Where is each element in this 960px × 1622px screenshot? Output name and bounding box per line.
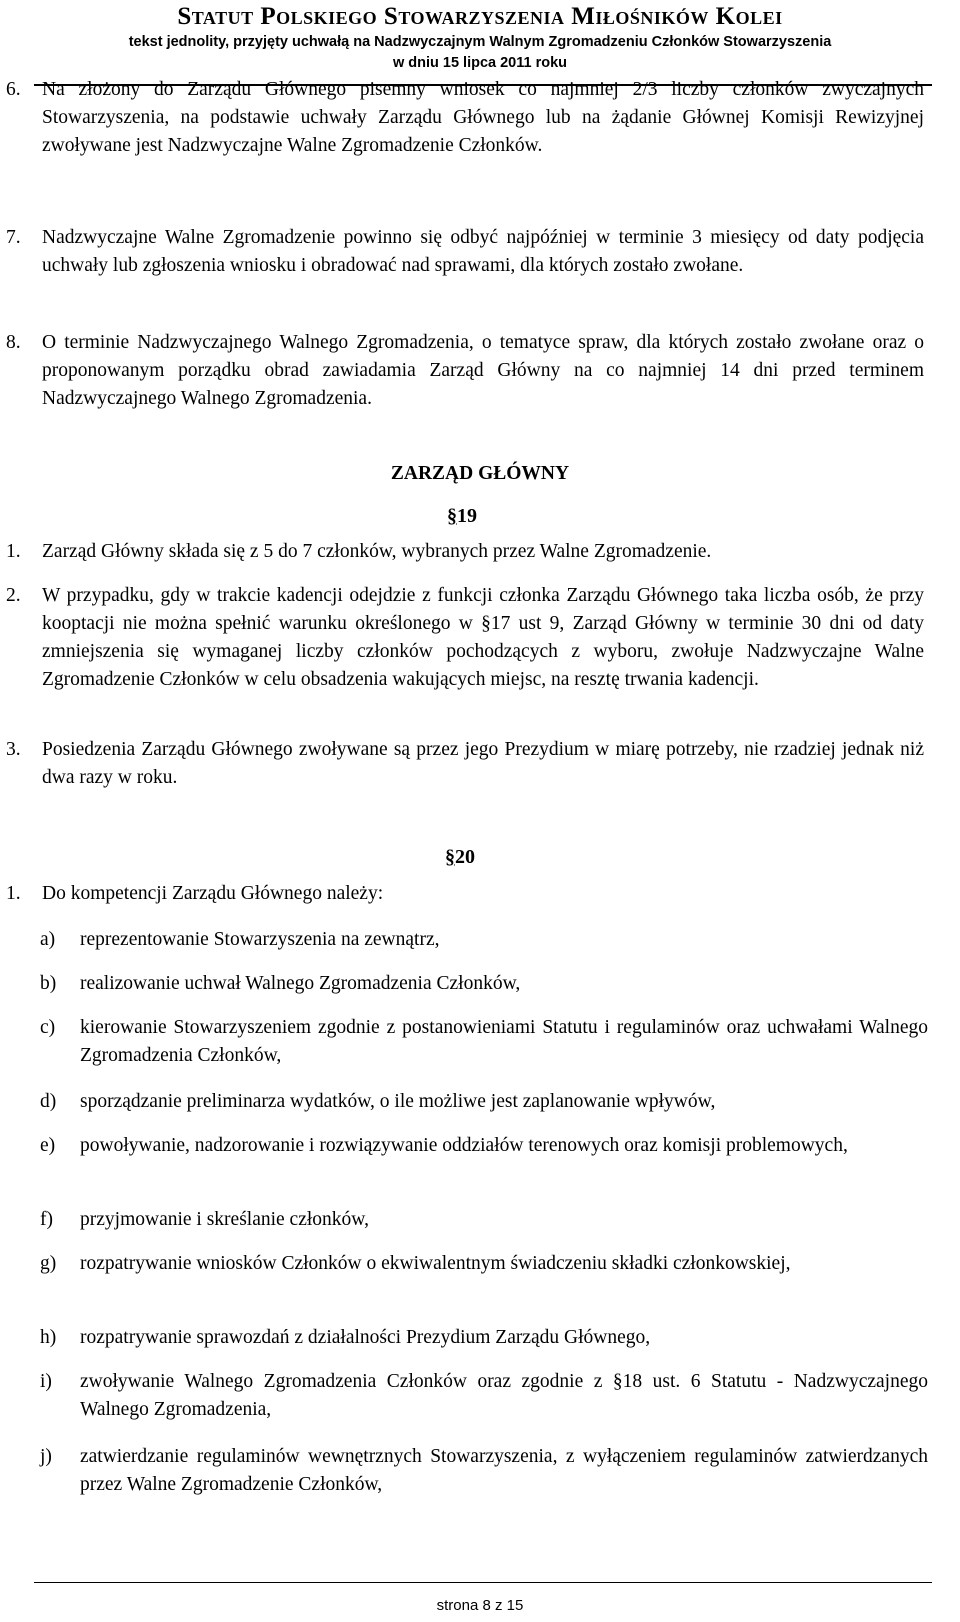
subitem-text: przyjmowanie i skreślanie członków, [80, 1209, 369, 1230]
subitem-letter: d) [40, 1091, 57, 1112]
item-number: 2. [6, 585, 21, 606]
item-number: 1. [6, 883, 21, 904]
subitem-text: rozpatrywanie wniosków Członków o ekwiwalentnym świadczeniu składki członkowskiej, [80, 1253, 791, 1274]
subitem-letter: h) [40, 1327, 57, 1348]
s20-subitem-c [40, 1014, 928, 1070]
document-subtitle-line1: tekst jednolity, przyjęty uchwałą na Nadzwyczajnym Walnym Zgromadzeniu Członków Stowarzyszenia [128, 34, 832, 50]
paragraph-8 [6, 329, 924, 413]
subitem-text: powoływanie, nadzorowanie i rozwiązywanie oddziałów terenowych oraz komisji problemowych, [80, 1135, 848, 1156]
footer-divider [34, 1582, 932, 1583]
page-number: strona 8 z 15 [436, 1597, 524, 1614]
subitem-letter: f) [40, 1209, 53, 1230]
paragraph-6 [6, 76, 924, 160]
subitem-letter: j) [40, 1446, 52, 1467]
subitem-text: zatwierdzanie regulaminów wewnętrznych Stowarzyszenia, z wyłączeniem regulaminów zatwierdzanych przez Walne Zgromadzenie Członków, [80, 1446, 928, 1495]
item-text: Posiedzenia Zarządu Głównego zwoływane są przez jego Prezydium w miarę potrzeby, nie rzadziej jednak niż dwa razy w roku. [42, 739, 924, 788]
section-number: 19 [457, 505, 477, 527]
item-number: 3. [6, 739, 21, 760]
item-text: W przypadku, gdy w trakcie kadencji odejdzie z funkcji członka Zarządu Głównego taka liczba osób, że przy kooptacji nie można spełnić warunku określonego w §17 ust 9, Zarząd Główny w terminie 30 dni od daty zmniejszenia się wymaganej liczby członków pochodzących z wyboru, zwołuje Nadzwyczajne Walne Zgromadzenie Członków w celu obsadzenia wakujących miejsc, na resztę trwania kadencji. [42, 585, 924, 690]
s20-subitem-f [40, 1206, 928, 1234]
subitem-letter: i) [40, 1371, 52, 1392]
page-header [0, 0, 960, 74]
subitem-letter: b) [40, 973, 57, 994]
item-text: Do kompetencji Zarządu Głównego należy: [42, 883, 384, 904]
subitem-text: rozpatrywanie sprawozdań z działalności Prezydium Zarządu Głównego, [80, 1327, 651, 1348]
section-19-mark [447, 502, 477, 530]
section-heading: ZARZĄD GŁÓWNY [390, 463, 570, 484]
paragraph-number: 8. [6, 332, 21, 353]
subitem-letter: e) [40, 1135, 56, 1156]
subitem-letter: a) [40, 929, 56, 950]
section-symbol: § [445, 846, 455, 868]
section-symbol: § [447, 505, 457, 527]
paragraph-number: 7. [6, 227, 21, 248]
subitem-text: sporządzanie preliminarza wydatków, o ile możliwe jest zaplanowanie wpływów, [80, 1091, 716, 1112]
s19-item-3 [6, 736, 924, 792]
subitem-text: realizowanie uchwał Walnego Zgromadzenia Członków, [80, 973, 521, 994]
paragraph-number: 6. [6, 79, 21, 100]
section-20-mark [445, 843, 475, 871]
section-number: 20 [455, 846, 475, 868]
paragraph-7 [6, 224, 924, 280]
paragraph-text: Nadzwyczajne Walne Zgromadzenie powinno się odbyć najpóźniej w terminie 3 miesięcy od daty podjęcia uchwały lub zgłoszenia wniosku i obradować nad sprawami, dla których zostało zwołane. [42, 227, 924, 276]
paragraph-text: Na złożony do Zarządu Głównego pisemny wniosek co najmniej 2/3 liczby członków zwyczajnych Stowarzyszenia, na podstawie uchwały Zarządu Głównego lub na żądanie Głównej Komisji Rewizyjnej zwoływane jest Nadzwyczajne Walne Zgromadzenie Członków. [42, 79, 924, 156]
document-subtitle-line2: w dniu 15 lipca 2011 roku [392, 55, 568, 71]
s20-item-1 [6, 880, 924, 908]
s20-subitem-d [40, 1088, 928, 1116]
s20-subitem-j [40, 1443, 928, 1499]
paragraph-text: O terminie Nadzwyczajnego Walnego Zgromadzenia, o tematyce spraw, dla których zostało zwołane oraz o proponowanym porządku obrad zawiadamia Zarząd Główny na co najmniej 14 dni przed terminem Nadzwyczajnego Walnego Zgromadzenia. [42, 332, 924, 409]
s20-subitem-i [40, 1368, 928, 1424]
subitem-text: kierowanie Stowarzyszeniem zgodnie z postanowieniami Statutu i regulaminów oraz uchwałami Walnego Zgromadzenia Członków, [80, 1017, 928, 1066]
s20-subitem-a [40, 926, 928, 954]
item-number: 1. [6, 541, 21, 562]
s20-subitem-g [40, 1250, 928, 1278]
s20-subitem-h [40, 1324, 928, 1352]
subitem-letter: g) [40, 1253, 57, 1274]
s19-item-1 [6, 538, 924, 566]
item-text: Zarząd Główny składa się z 5 do 7 członków, wybranych przez Walne Zgromadzenie. [42, 541, 712, 562]
subitem-text: zwoływanie Walnego Zgromadzenia Członków oraz zgodnie z §18 ust. 6 Statutu - Nadzwyczajnego Walnego Zgromadzenia, [80, 1371, 928, 1420]
s20-subitem-e [40, 1132, 928, 1160]
s19-item-2 [6, 582, 924, 694]
subitem-text: reprezentowanie Stowarzyszenia na zewnątrz, [80, 929, 440, 950]
s20-subitem-b [40, 970, 928, 998]
subitem-letter: c) [40, 1017, 56, 1038]
document-title: Statut Polskiego Stowarzyszenia Miłośników Kolei [177, 3, 783, 30]
